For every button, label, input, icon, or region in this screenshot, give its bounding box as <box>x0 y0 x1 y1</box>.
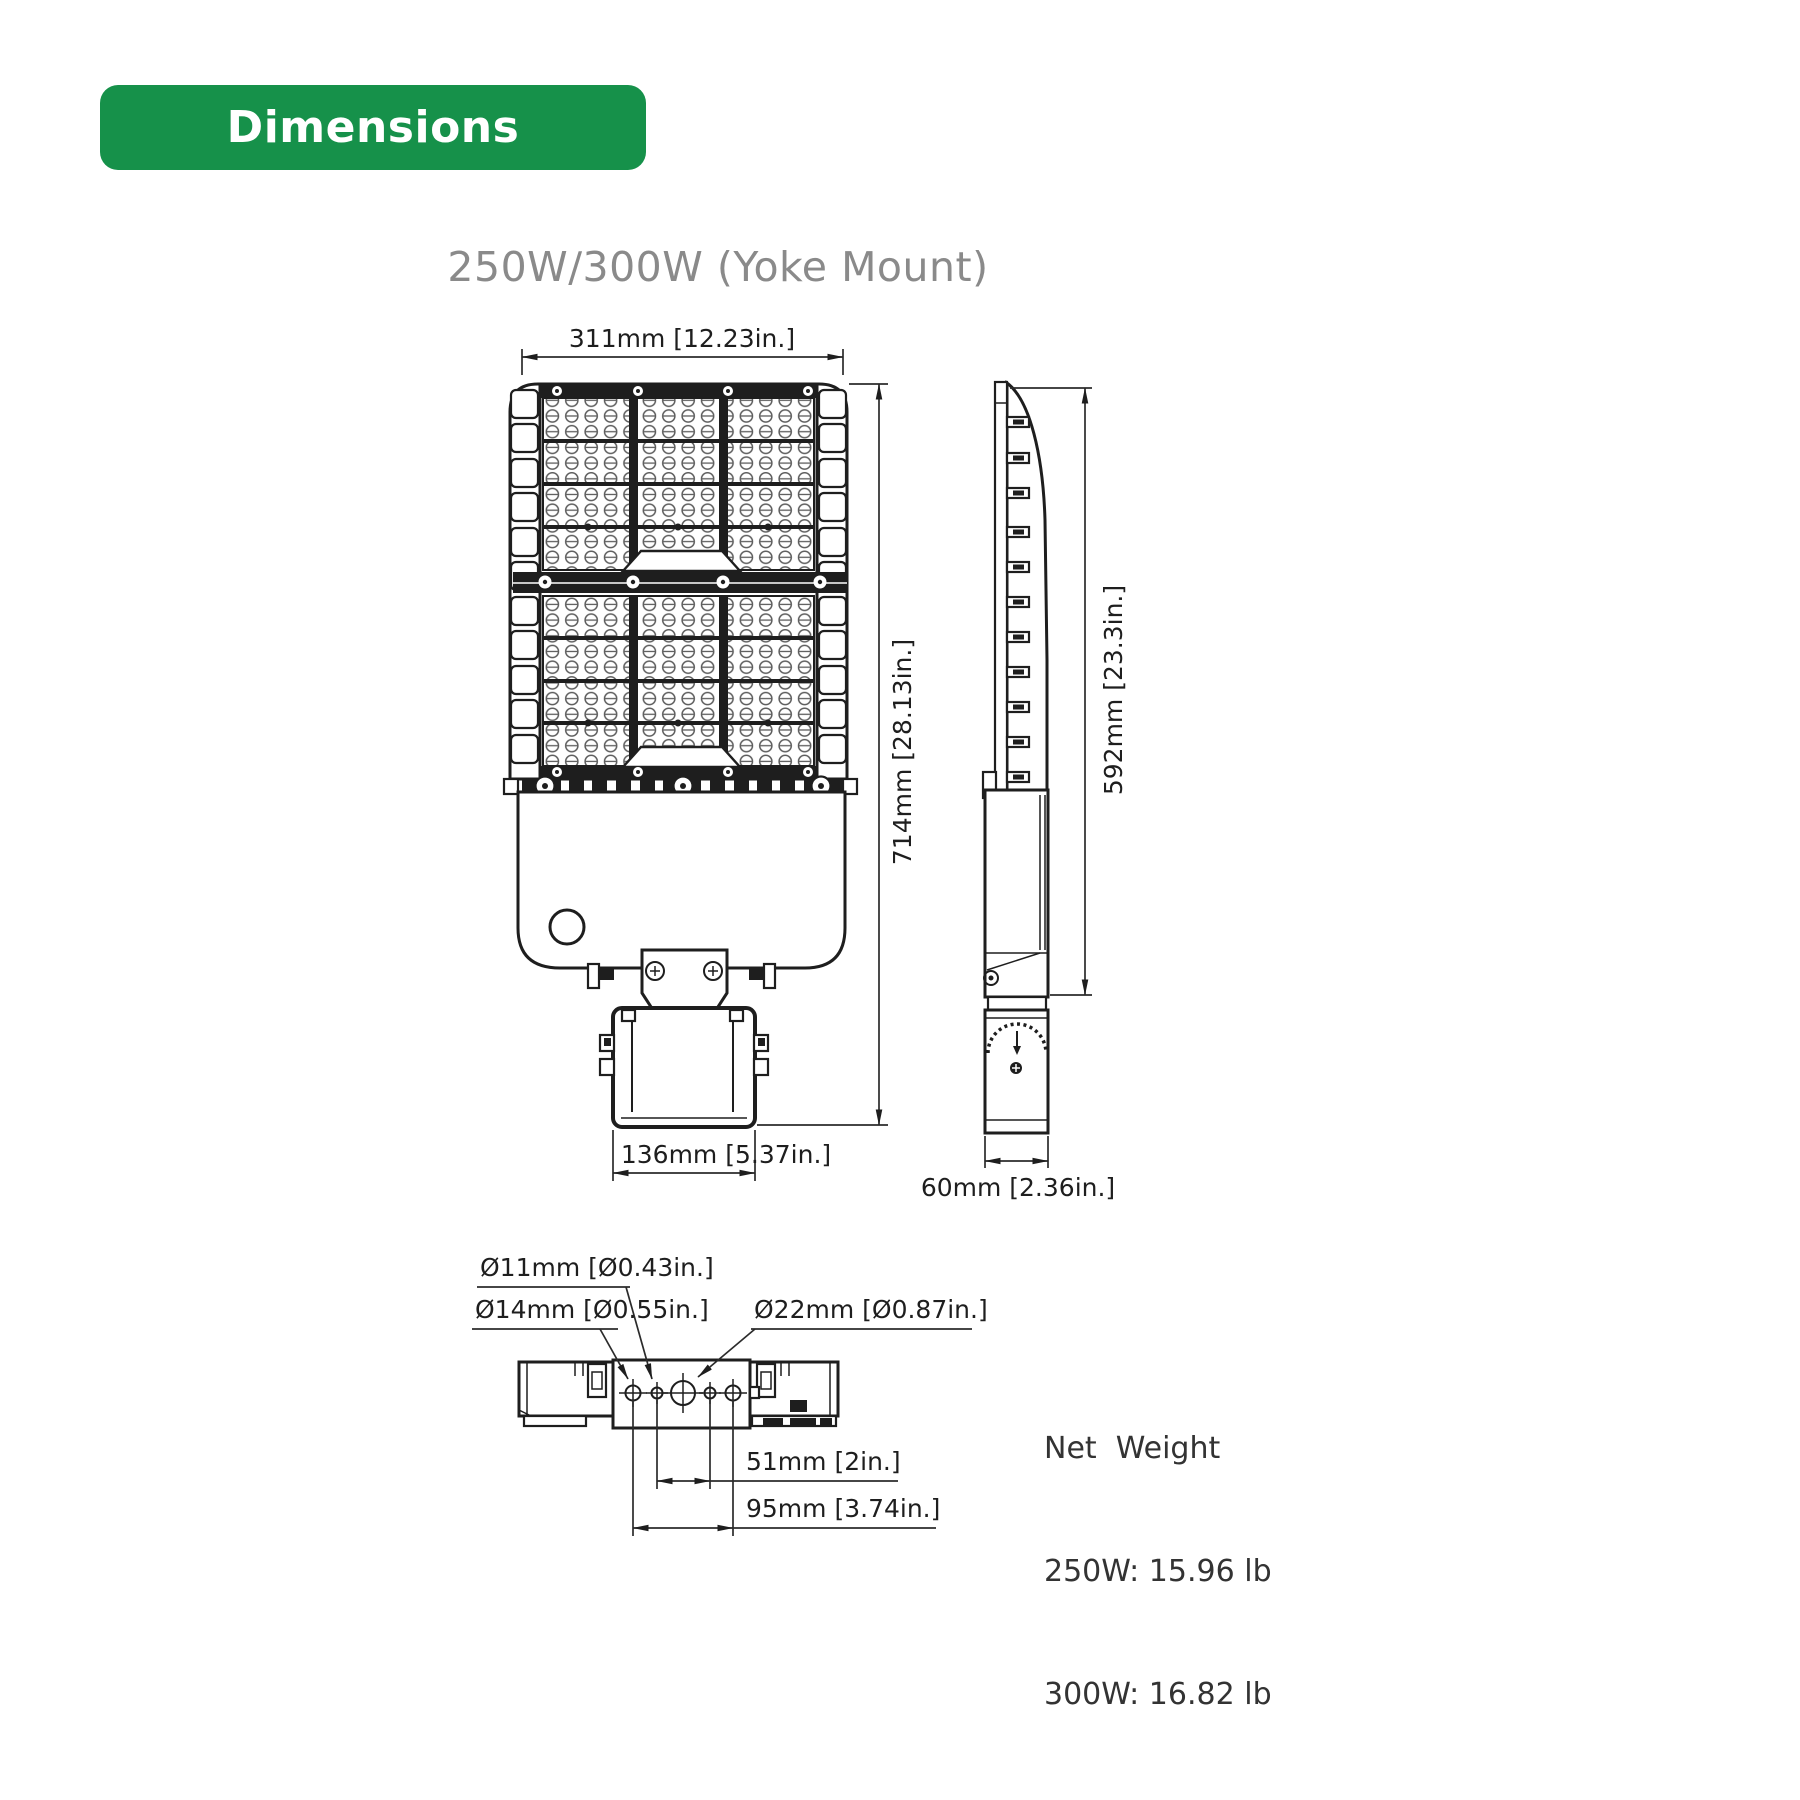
front-yoke-width-dimension <box>613 1130 831 1181</box>
front-yoke-width-dim-label: 136mm [5.37in.] <box>620 1140 832 1169</box>
side-height-dim-label: 592mm [23.3in.] <box>1099 584 1128 796</box>
hole-dia-22-label: Ø22mm [Ø0.87in.] <box>754 1295 988 1324</box>
middle-bar <box>513 572 847 593</box>
yoke-bracket <box>600 1008 768 1127</box>
bottom-view <box>472 1253 988 1536</box>
yoke-side <box>985 1010 1048 1133</box>
side-view <box>921 382 1128 1202</box>
page-title: 250W/300W (Yoke Mount) <box>447 243 989 291</box>
dimensions-badge-label: Dimensions <box>226 102 520 153</box>
driver-housing <box>518 792 845 968</box>
net-weight-block <box>1044 1346 1272 1756</box>
hole-pitch-95-label: 95mm [3.74in.] <box>746 1494 941 1523</box>
front-fixture <box>504 384 857 1127</box>
side-fixture <box>983 382 1048 1133</box>
front-width-dim-label: 311mm [12.23in.] <box>568 324 796 353</box>
net-weight-300w: 300W: 16.82 lb <box>1044 1677 1272 1712</box>
bottom-fixture <box>519 1360 838 1428</box>
side-width-dimension <box>921 1136 1115 1202</box>
hole-pitch-51-label: 51mm [2in.] <box>746 1447 901 1476</box>
hole-dia-14-label: Ø14mm [Ø0.55in.] <box>475 1295 709 1324</box>
net-weight-250w: 250W: 15.96 lb <box>1044 1554 1272 1589</box>
side-width-dim-label: 60mm [2.36in.] <box>920 1173 1116 1202</box>
net-weight-heading: Net Weight <box>1044 1431 1221 1466</box>
led-panel-lower <box>543 596 814 767</box>
front-height-dim-label: 714mm [28.13in.] <box>888 638 917 866</box>
front-view <box>504 324 917 1181</box>
led-panel-upper <box>543 398 814 571</box>
front-width-dimension <box>522 324 843 375</box>
hole-dia-11-label: Ø11mm [Ø0.43in.] <box>480 1253 714 1282</box>
